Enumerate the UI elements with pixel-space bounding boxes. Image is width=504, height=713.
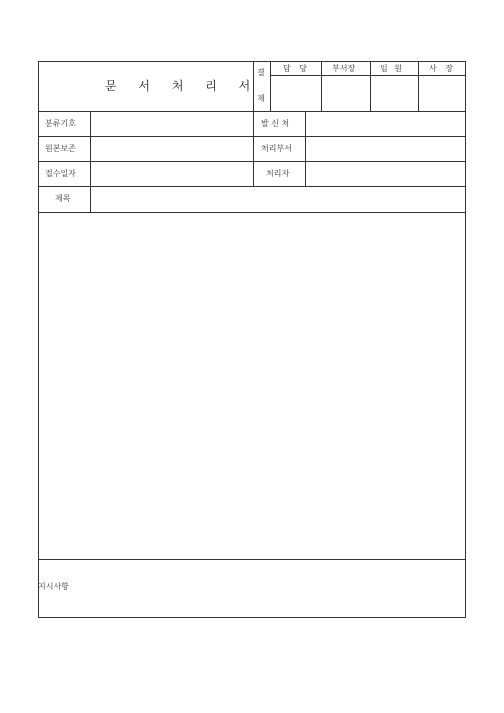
value-classification-code[interactable]: [91, 112, 253, 136]
label-instructions: 지시사항: [38, 582, 69, 591]
approval-label-top: 결: [257, 68, 265, 77]
approval-sign-president[interactable]: [419, 76, 466, 111]
label-handling-department: 처리부서: [261, 144, 292, 153]
label-handler: 처리자: [266, 169, 290, 178]
document-form: [38, 61, 466, 618]
approval-col-manager: 담 당: [283, 64, 310, 73]
right-label-col-divider-left: [253, 111, 254, 186]
label-subject: 제목: [55, 194, 71, 203]
value-handling-department[interactable]: [306, 137, 466, 161]
document-body-area[interactable]: [39, 213, 466, 559]
approval-label-bottom: 재: [257, 94, 265, 103]
value-sender[interactable]: [306, 112, 466, 136]
approval-sign-dept-head[interactable]: [322, 76, 370, 111]
value-subject[interactable]: [91, 187, 466, 212]
label-classification-code: 분류기호: [45, 119, 76, 128]
value-instructions[interactable]: [39, 560, 466, 617]
value-handler[interactable]: [306, 162, 466, 186]
label-sender: 발 신 처: [261, 119, 290, 128]
approval-sign-executive[interactable]: [371, 76, 418, 111]
value-original-keep[interactable]: [91, 137, 253, 161]
label-receipt-date: 접수일자: [45, 169, 76, 178]
value-receipt-date[interactable]: [91, 162, 253, 186]
approval-sign-manager[interactable]: [271, 76, 321, 111]
approval-col-president: 사 장: [429, 64, 456, 73]
approval-col-executive: 임 원: [380, 64, 404, 73]
label-original-keep: 원본보존: [45, 144, 76, 153]
form-title: 문 서 처 리 서: [105, 79, 260, 93]
approval-col-dept-head: 부서장: [332, 64, 356, 73]
